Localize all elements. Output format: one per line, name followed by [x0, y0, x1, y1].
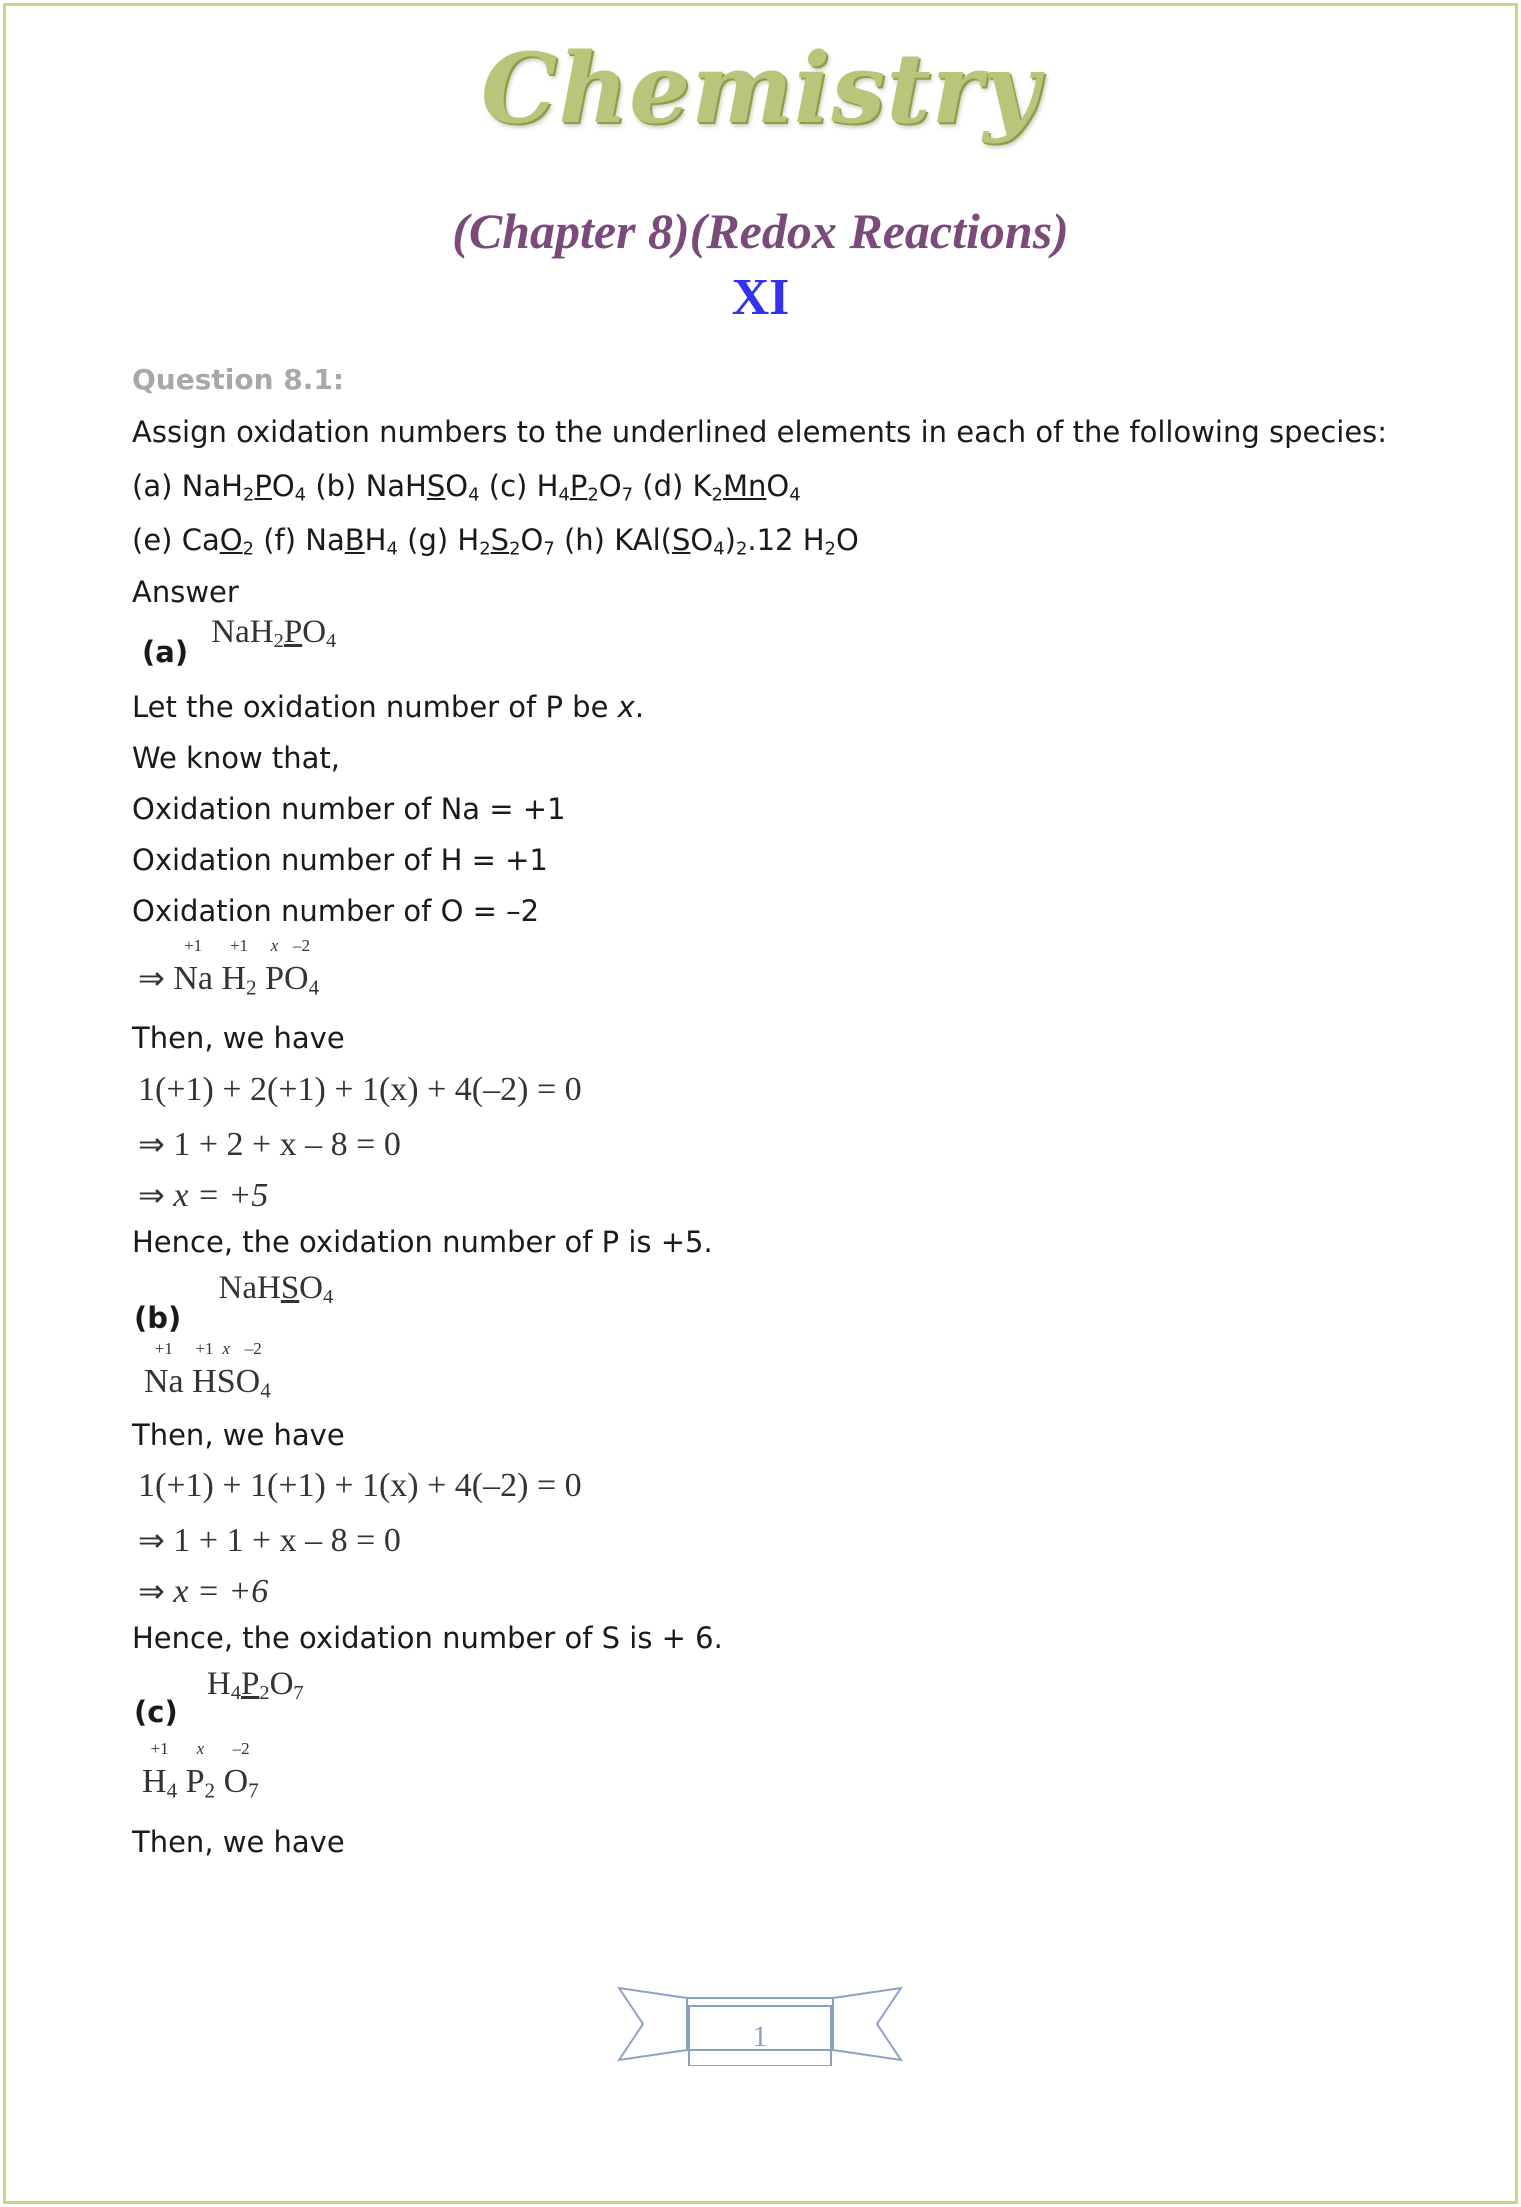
implies-arrow-icon: ⇒: [138, 1125, 165, 1163]
part-b-conclusion: Hence, the oxidation number of S is + 6.: [132, 1621, 723, 1655]
chapter-heading: (Chapter 8)(Redox Reactions): [452, 203, 1069, 259]
part-c-oxidation-formula: +1 $H_4$ x $P_2$ –2 $O_7$: [142, 1739, 259, 1803]
species-line-2: (e) CaO$_2$ (f) NaBH$_4$ (g) $H_2S_2O_7$ (h) $KAl(SO_4)_2.12$ $H_2O$: [132, 523, 859, 560]
implies-arrow-icon: ⇒: [138, 1572, 165, 1610]
part-b-then: Then, we have: [132, 1418, 345, 1452]
species-label-f: (f): [263, 523, 297, 557]
part-c-then: Then, we have: [132, 1825, 345, 1859]
part-b-equation-3: ⇒ x = +6: [138, 1572, 269, 1610]
underlined-element: S: [426, 469, 446, 503]
question-prompt: Assign oxidation numbers to the underlined elements in each of the following species:: [132, 415, 1388, 449]
part-a-then: Then, we have: [132, 1021, 345, 1055]
question-heading: Question 8.1:: [132, 363, 345, 396]
part-a-conclusion: Hence, the oxidation number of P is +5.: [132, 1225, 713, 1259]
part-a-equation-2: ⇒ 1 + 2 + x – 8 = 0: [138, 1125, 401, 1163]
species-line-1: (a) $NaH_2PO_4$ (b) NaHSO$_4$ (c) $H_4P_2O_7$ (d) $K_2MnO_4$: [132, 469, 801, 506]
species-label-c: (c): [488, 469, 528, 503]
part-b-formula: NaHSO$_4$: [218, 1270, 334, 1309]
underlined-element: O: [219, 523, 243, 557]
implies-arrow-icon: ⇒: [138, 1521, 165, 1559]
implies-arrow-icon: ⇒: [138, 1176, 165, 1214]
part-a-equation-1: 1(+1) + 2(+1) + 1(x) + 4(–2) = 0: [138, 1071, 582, 1108]
part-c-formula: $H_4P_2O_7$: [206, 1666, 304, 1705]
underlined-element: P: [254, 469, 272, 503]
part-b-label: (b): [134, 1301, 182, 1335]
part-b-equation-2: ⇒ 1 + 1 + x – 8 = 0: [138, 1521, 401, 1559]
part-a-let: Let the oxidation number of P be x.: [132, 690, 645, 724]
part-a-fact-2: Oxidation number of H = +1: [132, 843, 548, 877]
part-a-heading: [132, 614, 337, 669]
species-label-a: (a): [132, 469, 173, 503]
underlined-element: P: [569, 469, 588, 503]
underlined-element: S: [490, 523, 510, 557]
part-a-fact-1: Oxidation number of Na = +1: [132, 792, 566, 826]
species-label-d: (d): [642, 469, 684, 503]
part-a-label: (a): [142, 635, 189, 669]
part-c-label: (c): [134, 1695, 178, 1729]
page-number: 1: [752, 2020, 768, 2053]
answer-label: Answer: [132, 575, 239, 609]
underlined-element: Mn: [722, 469, 767, 503]
part-c-heading: [132, 1666, 304, 1729]
part-a-oxidation-formula: ⇒ +1 Na +1 $H_2$ x P –2 $O_4$: [138, 936, 320, 1000]
page-title: Chemistry: [480, 32, 1041, 145]
underlined-element: B: [344, 523, 365, 557]
part-a-fact-3: Oxidation number of O = –2: [132, 894, 540, 928]
underlined-element: S: [671, 523, 691, 557]
part-a-equation-3: ⇒ x = +5: [138, 1176, 269, 1214]
part-b-heading: [132, 1270, 334, 1335]
implies-arrow-icon: ⇒: [138, 959, 165, 997]
species-label-b: (b): [315, 469, 357, 503]
class-label: XI: [731, 269, 790, 326]
species-label-e: (e): [132, 523, 173, 557]
part-a-know: We know that,: [132, 741, 340, 775]
species-label-g: (g): [407, 523, 449, 557]
part-a-formula: $NaH_2PO_4$: [211, 614, 337, 653]
species-label-h: (h): [563, 523, 605, 557]
part-b-oxidation-formula: +1 Na +1 H x S –2 $O_4$: [144, 1339, 271, 1403]
part-b-equation-1: 1(+1) + 1(+1) + 1(x) + 4(–2) = 0: [138, 1467, 582, 1504]
